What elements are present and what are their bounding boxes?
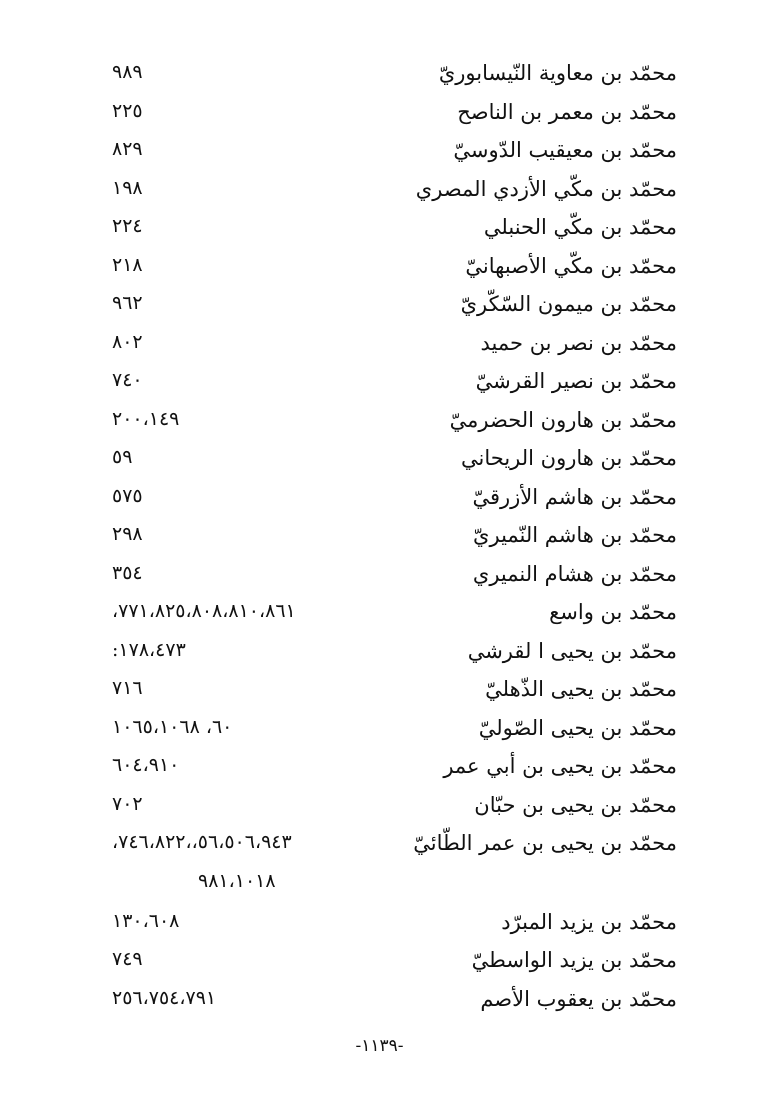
entry-page-numbers: ٧١٦ (112, 677, 143, 699)
index-entry (0, 556, 759, 595)
entry-page-numbers: ٥٧٥ (112, 484, 143, 507)
index-entry (0, 325, 759, 364)
entry-page-numbers: ٥٩ (112, 446, 133, 468)
entry-name: محمّد بن هارون الحضرميّ (449, 407, 677, 432)
entry-name: محمّد بن يحيى بن عمر الطّائيّ (413, 831, 677, 855)
entry-page-numbers: ٥٦،٥٠٦،٩٤٣،،٧٤٦،٨٢٢، (112, 831, 292, 853)
index-entry (0, 981, 759, 1020)
entry-name: محمّد بن يحيى الذّهليّ (485, 677, 677, 701)
index-entry (0, 402, 759, 441)
entry-name: محمّد بن يعقوب الأصم (480, 986, 677, 1011)
entry-name: محمّد بن واسع (549, 600, 677, 624)
entry-name: محمّد بن معمر بن الناصح (457, 99, 677, 124)
entry-name: محمّد بن يزيد المبرّد (501, 909, 677, 934)
index-entry (0, 671, 759, 710)
entry-name: محمّد بن هاشم الأزرقيّ (472, 484, 677, 509)
index-entry (0, 209, 759, 248)
index-entry (0, 286, 759, 325)
entry-page-numbers: ٧٠٢ (112, 792, 143, 815)
entry-name: محمّد بن مكّي الأزدي المصري (415, 176, 677, 201)
entry-name: محمّد بن مكّي الأصبهانيّ (465, 253, 677, 278)
entry-page-numbers: ٦٠٤،٩١٠ (112, 754, 180, 776)
entry-name: محمّد بن يزيد الواسطيّ (471, 948, 677, 972)
entry-page-numbers: ١٧٨،٤٧٣: (112, 638, 186, 661)
index-entry (0, 594, 759, 633)
index-entry (0, 904, 759, 943)
entry-page-numbers: ١٣٠،٦٠٨ (112, 909, 180, 932)
index-entry (0, 517, 759, 556)
index-entry (0, 942, 759, 981)
entry-page-numbers: ٩٦٢ (112, 292, 143, 314)
index-entry (0, 748, 759, 787)
entry-name: محمّد بن يحيى الصّوليّ (478, 715, 677, 740)
index-entry-continuation (0, 864, 759, 904)
entry-name: محمّد بن مكّي الحنبلي (483, 215, 677, 239)
entry-page-numbers: ٧٤٠ (112, 369, 143, 391)
entry-name: محمّد بن معاوية النّيسابوريّ (438, 61, 677, 85)
entry-page-numbers: ٨٠٢ (112, 330, 143, 353)
entry-page-numbers: ٢٥٦،٧٥٤،٧٩١ (112, 986, 217, 1009)
index-entry (0, 440, 759, 479)
entry-page-numbers: ٨٢٩ (112, 138, 143, 160)
entry-name: محمّد بن هاشم النّميريّ (473, 523, 677, 547)
entry-name: محمّد بن هشام النميري (472, 561, 677, 586)
index-entry (0, 787, 759, 826)
entry-page-numbers: ٢٢٤ (112, 215, 143, 237)
page-number: -١١٣٩- (355, 1036, 404, 1056)
entry-page-numbers: ٣٥٤ (112, 561, 143, 584)
entry-name: محمّد بن نصير القرشيّ (475, 369, 677, 393)
entry-page-numbers: ٧٤٩ (112, 948, 143, 970)
entry-name: محمّد بن يحيى ا لقرشي (467, 638, 677, 663)
index-entry (0, 55, 759, 94)
entry-page-numbers: ٢٠٠،١٤٩ (112, 407, 180, 430)
entry-page-numbers: ٢٩٨ (112, 523, 143, 545)
index-entry-list (0, 55, 759, 1019)
index-entry (0, 479, 759, 518)
index-entry (0, 710, 759, 749)
entry-name: محمّد بن نصر بن حميد (480, 330, 677, 355)
entry-name: محمّد بن يحيى بن حبّان (474, 792, 677, 817)
index-entry (0, 825, 759, 864)
index-entry (0, 94, 759, 133)
entry-page-numbers: ٦٠، ١٠٦٥،١٠٦٨ (112, 715, 233, 738)
entry-name: محمّد بن ميمون السّكّريّ (460, 292, 677, 316)
entry-page-numbers: ٩٨١،١٠١٨ (198, 869, 276, 892)
entry-name: محمّد بن يحيى بن أبي عمر (443, 754, 677, 778)
entry-page-numbers: ٢١٨ (112, 253, 143, 276)
entry-name: محمّد بن هارون الريحاني (461, 446, 677, 470)
entry-page-numbers: ٧٧١،٨٢٥،٨٠٨،٨١٠،٨٦١، (112, 600, 296, 622)
entry-page-numbers: ١٩٨ (112, 176, 143, 199)
index-entry (0, 633, 759, 672)
index-entry (0, 132, 759, 171)
index-entry (0, 363, 759, 402)
index-entry (0, 248, 759, 287)
entry-page-numbers: ٩٨٩ (112, 61, 143, 83)
entry-page-numbers: ٢٢٥ (112, 99, 143, 122)
entry-name: محمّد بن معيقيب الدّوسيّ (453, 138, 677, 162)
index-entry (0, 171, 759, 210)
